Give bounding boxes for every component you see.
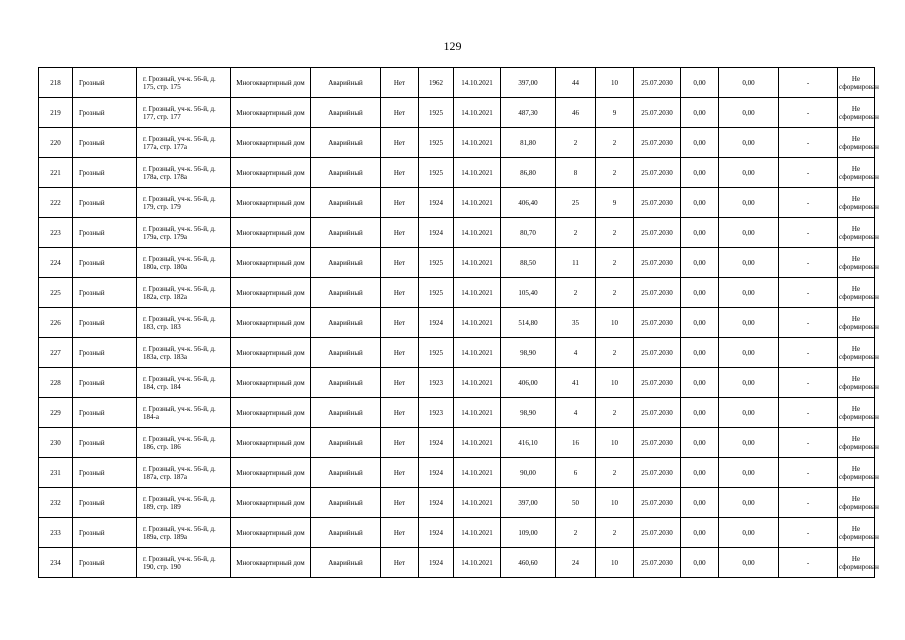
address-cell: г. Грозный, уч-к. 56-й, д. 184, стр. 184 bbox=[137, 368, 231, 398]
deadline-cell: 25.07.2030 bbox=[634, 428, 681, 458]
units-cell: 2 bbox=[596, 218, 634, 248]
house-type-cell: Многоквартирный дом bbox=[231, 188, 311, 218]
area-cell: 86,80 bbox=[501, 158, 556, 188]
table-row bbox=[39, 68, 875, 98]
house-type-cell: Многоквартирный дом bbox=[231, 68, 311, 98]
date-cell: 14.10.2021 bbox=[454, 308, 501, 338]
cost-2-cell: 0,00 bbox=[719, 458, 779, 488]
cost-3-cell: - bbox=[779, 368, 838, 398]
row-number-cell: 220 bbox=[39, 128, 73, 158]
city-cell: Грозный bbox=[73, 278, 137, 308]
deadline-cell: 25.07.2030 bbox=[634, 308, 681, 338]
year-cell: 1925 bbox=[419, 338, 454, 368]
cost-1-cell: 0,00 bbox=[681, 398, 719, 428]
cost-3-cell: - bbox=[779, 188, 838, 218]
city-cell: Грозный bbox=[73, 158, 137, 188]
state-cell: Не сформирован bbox=[838, 338, 875, 368]
flag-cell: Нет bbox=[381, 218, 419, 248]
state-cell: Не сформирован bbox=[838, 128, 875, 158]
table-row bbox=[39, 218, 875, 248]
area-cell: 98,90 bbox=[501, 398, 556, 428]
flag-cell: Нет bbox=[381, 188, 419, 218]
residents-cell: 50 bbox=[556, 488, 596, 518]
area-cell: 397,00 bbox=[501, 488, 556, 518]
house-type-cell: Многоквартирный дом bbox=[231, 548, 311, 578]
table-row bbox=[39, 98, 875, 128]
row-number-cell: 219 bbox=[39, 98, 73, 128]
year-cell: 1925 bbox=[419, 158, 454, 188]
area-cell: 105,40 bbox=[501, 278, 556, 308]
house-type-cell: Многоквартирный дом bbox=[231, 338, 311, 368]
cost-2-cell: 0,00 bbox=[719, 488, 779, 518]
residents-cell: 44 bbox=[556, 68, 596, 98]
cost-3-cell: - bbox=[779, 548, 838, 578]
residents-cell: 2 bbox=[556, 518, 596, 548]
deadline-cell: 25.07.2030 bbox=[634, 188, 681, 218]
deadline-cell: 25.07.2030 bbox=[634, 518, 681, 548]
cost-2-cell: 0,00 bbox=[719, 428, 779, 458]
table-row bbox=[39, 308, 875, 338]
units-cell: 10 bbox=[596, 308, 634, 338]
cost-2-cell: 0,00 bbox=[719, 98, 779, 128]
residents-cell: 4 bbox=[556, 398, 596, 428]
state-cell: Не сформирован bbox=[838, 308, 875, 338]
cost-2-cell: 0,00 bbox=[719, 218, 779, 248]
table-row bbox=[39, 518, 875, 548]
area-cell: 90,00 bbox=[501, 458, 556, 488]
address-cell: г. Грозный, уч-к. 56-й, д. 183, стр. 183 bbox=[137, 308, 231, 338]
deadline-cell: 25.07.2030 bbox=[634, 128, 681, 158]
units-cell: 10 bbox=[596, 548, 634, 578]
date-cell: 14.10.2021 bbox=[454, 488, 501, 518]
state-cell: Не сформирован bbox=[838, 158, 875, 188]
row-number-cell: 230 bbox=[39, 428, 73, 458]
address-cell: г. Грозный, уч-к. 56-й, д. 179а, стр. 179а bbox=[137, 218, 231, 248]
cost-2-cell: 0,00 bbox=[719, 188, 779, 218]
year-cell: 1923 bbox=[419, 368, 454, 398]
state-cell: Не сформирован bbox=[838, 518, 875, 548]
address-cell: г. Грозный, уч-к. 56-й, д. 182а, стр. 182а bbox=[137, 278, 231, 308]
cost-1-cell: 0,00 bbox=[681, 278, 719, 308]
cost-3-cell: - bbox=[779, 68, 838, 98]
units-cell: 2 bbox=[596, 458, 634, 488]
row-number-cell: 231 bbox=[39, 458, 73, 488]
status-cell: Аварийный bbox=[311, 188, 381, 218]
house-type-cell: Многоквартирный дом bbox=[231, 488, 311, 518]
row-number-cell: 233 bbox=[39, 518, 73, 548]
cost-1-cell: 0,00 bbox=[681, 458, 719, 488]
units-cell: 10 bbox=[596, 428, 634, 458]
table-row bbox=[39, 398, 875, 428]
row-number-cell: 225 bbox=[39, 278, 73, 308]
date-cell: 14.10.2021 bbox=[454, 158, 501, 188]
units-cell: 2 bbox=[596, 398, 634, 428]
cost-1-cell: 0,00 bbox=[681, 488, 719, 518]
status-cell: Аварийный bbox=[311, 338, 381, 368]
cost-1-cell: 0,00 bbox=[681, 188, 719, 218]
flag-cell: Нет bbox=[381, 338, 419, 368]
address-cell: г. Грозный, уч-к. 56-й, д. 180а, стр. 180а bbox=[137, 248, 231, 278]
row-number-cell: 227 bbox=[39, 338, 73, 368]
cost-1-cell: 0,00 bbox=[681, 128, 719, 158]
residents-cell: 11 bbox=[556, 248, 596, 278]
deadline-cell: 25.07.2030 bbox=[634, 218, 681, 248]
units-cell: 2 bbox=[596, 278, 634, 308]
house-type-cell: Многоквартирный дом bbox=[231, 518, 311, 548]
units-cell: 2 bbox=[596, 128, 634, 158]
cost-2-cell: 0,00 bbox=[719, 548, 779, 578]
cost-1-cell: 0,00 bbox=[681, 338, 719, 368]
area-cell: 81,80 bbox=[501, 128, 556, 158]
year-cell: 1924 bbox=[419, 458, 454, 488]
residents-cell: 35 bbox=[556, 308, 596, 338]
state-cell: Не сформирован bbox=[838, 248, 875, 278]
units-cell: 2 bbox=[596, 248, 634, 278]
city-cell: Грозный bbox=[73, 338, 137, 368]
cost-1-cell: 0,00 bbox=[681, 308, 719, 338]
year-cell: 1925 bbox=[419, 98, 454, 128]
city-cell: Грозный bbox=[73, 68, 137, 98]
house-type-cell: Многоквартирный дом bbox=[231, 428, 311, 458]
cost-1-cell: 0,00 bbox=[681, 158, 719, 188]
row-number-cell: 228 bbox=[39, 368, 73, 398]
area-cell: 406,00 bbox=[501, 368, 556, 398]
units-cell: 2 bbox=[596, 338, 634, 368]
cost-3-cell: - bbox=[779, 218, 838, 248]
cost-3-cell: - bbox=[779, 338, 838, 368]
status-cell: Аварийный bbox=[311, 98, 381, 128]
deadline-cell: 25.07.2030 bbox=[634, 338, 681, 368]
cost-2-cell: 0,00 bbox=[719, 248, 779, 278]
flag-cell: Нет bbox=[381, 68, 419, 98]
state-cell: Не сформирован bbox=[838, 548, 875, 578]
city-cell: Грозный bbox=[73, 248, 137, 278]
city-cell: Грозный bbox=[73, 98, 137, 128]
deadline-cell: 25.07.2030 bbox=[634, 158, 681, 188]
cost-1-cell: 0,00 bbox=[681, 368, 719, 398]
table-row bbox=[39, 128, 875, 158]
cost-1-cell: 0,00 bbox=[681, 98, 719, 128]
house-type-cell: Многоквартирный дом bbox=[231, 458, 311, 488]
residents-cell: 16 bbox=[556, 428, 596, 458]
status-cell: Аварийный bbox=[311, 488, 381, 518]
year-cell: 1925 bbox=[419, 128, 454, 158]
residents-cell: 2 bbox=[556, 128, 596, 158]
house-type-cell: Многоквартирный дом bbox=[231, 98, 311, 128]
state-cell: Не сформирован bbox=[838, 488, 875, 518]
status-cell: Аварийный bbox=[311, 368, 381, 398]
cost-2-cell: 0,00 bbox=[719, 518, 779, 548]
cost-1-cell: 0,00 bbox=[681, 518, 719, 548]
city-cell: Грозный bbox=[73, 368, 137, 398]
address-cell: г. Грозный, уч-к. 56-й, д. 177, стр. 177 bbox=[137, 98, 231, 128]
area-cell: 98,90 bbox=[501, 338, 556, 368]
date-cell: 14.10.2021 bbox=[454, 248, 501, 278]
area-cell: 416,10 bbox=[501, 428, 556, 458]
cost-3-cell: - bbox=[779, 248, 838, 278]
status-cell: Аварийный bbox=[311, 548, 381, 578]
table-row bbox=[39, 248, 875, 278]
row-number-cell: 234 bbox=[39, 548, 73, 578]
state-cell: Не сформирован bbox=[838, 188, 875, 218]
city-cell: Грозный bbox=[73, 188, 137, 218]
year-cell: 1924 bbox=[419, 488, 454, 518]
year-cell: 1924 bbox=[419, 548, 454, 578]
table-body bbox=[39, 68, 879, 578]
cost-3-cell: - bbox=[779, 98, 838, 128]
units-cell: 10 bbox=[596, 488, 634, 518]
residents-cell: 2 bbox=[556, 218, 596, 248]
area-cell: 406,40 bbox=[501, 188, 556, 218]
status-cell: Аварийный bbox=[311, 128, 381, 158]
area-cell: 88,50 bbox=[501, 248, 556, 278]
year-cell: 1924 bbox=[419, 188, 454, 218]
city-cell: Грозный bbox=[73, 428, 137, 458]
cost-3-cell: - bbox=[779, 488, 838, 518]
table-row bbox=[39, 338, 875, 368]
flag-cell: Нет bbox=[381, 368, 419, 398]
cost-3-cell: - bbox=[779, 428, 838, 458]
year-cell: 1925 bbox=[419, 248, 454, 278]
flag-cell: Нет bbox=[381, 158, 419, 188]
deadline-cell: 25.07.2030 bbox=[634, 68, 681, 98]
deadline-cell: 25.07.2030 bbox=[634, 278, 681, 308]
residents-cell: 24 bbox=[556, 548, 596, 578]
residents-cell: 46 bbox=[556, 98, 596, 128]
flag-cell: Нет bbox=[381, 128, 419, 158]
table-row bbox=[39, 368, 875, 398]
table-row bbox=[39, 428, 875, 458]
city-cell: Грозный bbox=[73, 488, 137, 518]
address-cell: г. Грозный, уч-к. 56-й, д. 187а, стр. 187а bbox=[137, 458, 231, 488]
status-cell: Аварийный bbox=[311, 278, 381, 308]
row-number-cell: 221 bbox=[39, 158, 73, 188]
cost-1-cell: 0,00 bbox=[681, 548, 719, 578]
state-cell: Не сформирован bbox=[838, 218, 875, 248]
cost-2-cell: 0,00 bbox=[719, 368, 779, 398]
deadline-cell: 25.07.2030 bbox=[634, 548, 681, 578]
cost-1-cell: 0,00 bbox=[681, 218, 719, 248]
date-cell: 14.10.2021 bbox=[454, 458, 501, 488]
house-type-cell: Многоквартирный дом bbox=[231, 248, 311, 278]
date-cell: 14.10.2021 bbox=[454, 98, 501, 128]
state-cell: Не сформирован bbox=[838, 98, 875, 128]
table-row bbox=[39, 488, 875, 518]
flag-cell: Нет bbox=[381, 278, 419, 308]
cost-3-cell: - bbox=[779, 518, 838, 548]
residents-cell: 4 bbox=[556, 338, 596, 368]
year-cell: 1923 bbox=[419, 398, 454, 428]
house-type-cell: Многоквартирный дом bbox=[231, 218, 311, 248]
housing-register-table bbox=[38, 67, 879, 578]
deadline-cell: 25.07.2030 bbox=[634, 488, 681, 518]
cost-3-cell: - bbox=[779, 308, 838, 338]
flag-cell: Нет bbox=[381, 488, 419, 518]
city-cell: Грозный bbox=[73, 518, 137, 548]
city-cell: Грозный bbox=[73, 548, 137, 578]
residents-cell: 41 bbox=[556, 368, 596, 398]
house-type-cell: Многоквартирный дом bbox=[231, 308, 311, 338]
status-cell: Аварийный bbox=[311, 68, 381, 98]
address-cell: г. Грозный, уч-к. 56-й, д. 177а, стр. 177а bbox=[137, 128, 231, 158]
date-cell: 14.10.2021 bbox=[454, 398, 501, 428]
flag-cell: Нет bbox=[381, 428, 419, 458]
page-number: 129 bbox=[443, 39, 462, 53]
area-cell: 514,80 bbox=[501, 308, 556, 338]
date-cell: 14.10.2021 bbox=[454, 428, 501, 458]
address-cell: г. Грозный, уч-к. 56-й, д. 178а, стр. 178а bbox=[137, 158, 231, 188]
deadline-cell: 25.07.2030 bbox=[634, 398, 681, 428]
table-row bbox=[39, 458, 875, 488]
area-cell: 80,70 bbox=[501, 218, 556, 248]
cost-3-cell: - bbox=[779, 458, 838, 488]
residents-cell: 6 bbox=[556, 458, 596, 488]
city-cell: Грозный bbox=[73, 458, 137, 488]
deadline-cell: 25.07.2030 bbox=[634, 248, 681, 278]
row-number-cell: 229 bbox=[39, 398, 73, 428]
state-cell: Не сформирован bbox=[838, 428, 875, 458]
house-type-cell: Многоквартирный дом bbox=[231, 278, 311, 308]
state-cell: Не сформирован bbox=[838, 68, 875, 98]
cost-2-cell: 0,00 bbox=[719, 128, 779, 158]
cost-1-cell: 0,00 bbox=[681, 68, 719, 98]
row-number-cell: 222 bbox=[39, 188, 73, 218]
cost-2-cell: 0,00 bbox=[719, 278, 779, 308]
row-number-cell: 223 bbox=[39, 218, 73, 248]
cost-3-cell: - bbox=[779, 128, 838, 158]
deadline-cell: 25.07.2030 bbox=[634, 458, 681, 488]
city-cell: Грозный bbox=[73, 308, 137, 338]
status-cell: Аварийный bbox=[311, 428, 381, 458]
address-cell: г. Грозный, уч-к. 56-й, д. 179, стр. 179 bbox=[137, 188, 231, 218]
area-cell: 460,60 bbox=[501, 548, 556, 578]
residents-cell: 25 bbox=[556, 188, 596, 218]
deadline-cell: 25.07.2030 bbox=[634, 368, 681, 398]
city-cell: Грозный bbox=[73, 218, 137, 248]
residents-cell: 8 bbox=[556, 158, 596, 188]
year-cell: 1924 bbox=[419, 518, 454, 548]
house-type-cell: Многоквартирный дом bbox=[231, 368, 311, 398]
status-cell: Аварийный bbox=[311, 248, 381, 278]
row-number-cell: 232 bbox=[39, 488, 73, 518]
city-cell: Грозный bbox=[73, 398, 137, 428]
house-type-cell: Многоквартирный дом bbox=[231, 398, 311, 428]
cost-2-cell: 0,00 bbox=[719, 158, 779, 188]
cost-3-cell: - bbox=[779, 278, 838, 308]
units-cell: 2 bbox=[596, 518, 634, 548]
cost-1-cell: 0,00 bbox=[681, 248, 719, 278]
year-cell: 1924 bbox=[419, 428, 454, 458]
house-type-cell: Многоквартирный дом bbox=[231, 158, 311, 188]
table-row bbox=[39, 548, 875, 578]
date-cell: 14.10.2021 bbox=[454, 68, 501, 98]
flag-cell: Нет bbox=[381, 98, 419, 128]
status-cell: Аварийный bbox=[311, 308, 381, 338]
table-row bbox=[39, 158, 875, 188]
state-cell: Не сформирован bbox=[838, 368, 875, 398]
date-cell: 14.10.2021 bbox=[454, 188, 501, 218]
flag-cell: Нет bbox=[381, 458, 419, 488]
date-cell: 14.10.2021 bbox=[454, 338, 501, 368]
city-cell: Грозный bbox=[73, 128, 137, 158]
cost-3-cell: - bbox=[779, 158, 838, 188]
flag-cell: Нет bbox=[381, 548, 419, 578]
flag-cell: Нет bbox=[381, 518, 419, 548]
cost-2-cell: 0,00 bbox=[719, 398, 779, 428]
cost-3-cell: - bbox=[779, 398, 838, 428]
date-cell: 14.10.2021 bbox=[454, 518, 501, 548]
table-row bbox=[39, 278, 875, 308]
flag-cell: Нет bbox=[381, 248, 419, 278]
date-cell: 14.10.2021 bbox=[454, 548, 501, 578]
units-cell: 10 bbox=[596, 68, 634, 98]
area-cell: 487,30 bbox=[501, 98, 556, 128]
flag-cell: Нет bbox=[381, 398, 419, 428]
date-cell: 14.10.2021 bbox=[454, 368, 501, 398]
year-cell: 1962 bbox=[419, 68, 454, 98]
row-number-cell: 218 bbox=[39, 68, 73, 98]
state-cell: Не сформирован bbox=[838, 278, 875, 308]
units-cell: 9 bbox=[596, 188, 634, 218]
date-cell: 14.10.2021 bbox=[454, 128, 501, 158]
address-cell: г. Грозный, уч-к. 56-й, д. 186, стр. 186 bbox=[137, 428, 231, 458]
table-row bbox=[39, 188, 875, 218]
row-number-cell: 224 bbox=[39, 248, 73, 278]
cost-2-cell: 0,00 bbox=[719, 308, 779, 338]
year-cell: 1925 bbox=[419, 278, 454, 308]
state-cell: Не сформирован bbox=[838, 398, 875, 428]
state-cell: Не сформирован bbox=[838, 458, 875, 488]
area-cell: 397,00 bbox=[501, 68, 556, 98]
address-cell: г. Грозный, уч-к. 56-й, д. 189, стр. 189 bbox=[137, 488, 231, 518]
area-cell: 109,00 bbox=[501, 518, 556, 548]
date-cell: 14.10.2021 bbox=[454, 278, 501, 308]
cost-1-cell: 0,00 bbox=[681, 428, 719, 458]
units-cell: 10 bbox=[596, 368, 634, 398]
status-cell: Аварийный bbox=[311, 458, 381, 488]
status-cell: Аварийный bbox=[311, 158, 381, 188]
date-cell: 14.10.2021 bbox=[454, 218, 501, 248]
cost-2-cell: 0,00 bbox=[719, 68, 779, 98]
status-cell: Аварийный bbox=[311, 518, 381, 548]
address-cell: г. Грозный, уч-к. 56-й, д. 183а, стр. 183а bbox=[137, 338, 231, 368]
flag-cell: Нет bbox=[381, 308, 419, 338]
units-cell: 2 bbox=[596, 158, 634, 188]
cost-2-cell: 0,00 bbox=[719, 338, 779, 368]
year-cell: 1924 bbox=[419, 218, 454, 248]
address-cell: г. Грозный, уч-к. 56-й, д. 175, стр. 175 bbox=[137, 68, 231, 98]
year-cell: 1924 bbox=[419, 308, 454, 338]
status-cell: Аварийный bbox=[311, 398, 381, 428]
address-cell: г. Грозный, уч-к. 56-й, д. 190, стр. 190 bbox=[137, 548, 231, 578]
deadline-cell: 25.07.2030 bbox=[634, 98, 681, 128]
address-cell: г. Грозный, уч-к. 56-й, д. 189а, стр. 189а bbox=[137, 518, 231, 548]
units-cell: 9 bbox=[596, 98, 634, 128]
address-cell: г. Грозный, уч-к. 56-й, д. 184-а bbox=[137, 398, 231, 428]
residents-cell: 2 bbox=[556, 278, 596, 308]
row-number-cell: 226 bbox=[39, 308, 73, 338]
status-cell: Аварийный bbox=[311, 218, 381, 248]
house-type-cell: Многоквартирный дом bbox=[231, 128, 311, 158]
